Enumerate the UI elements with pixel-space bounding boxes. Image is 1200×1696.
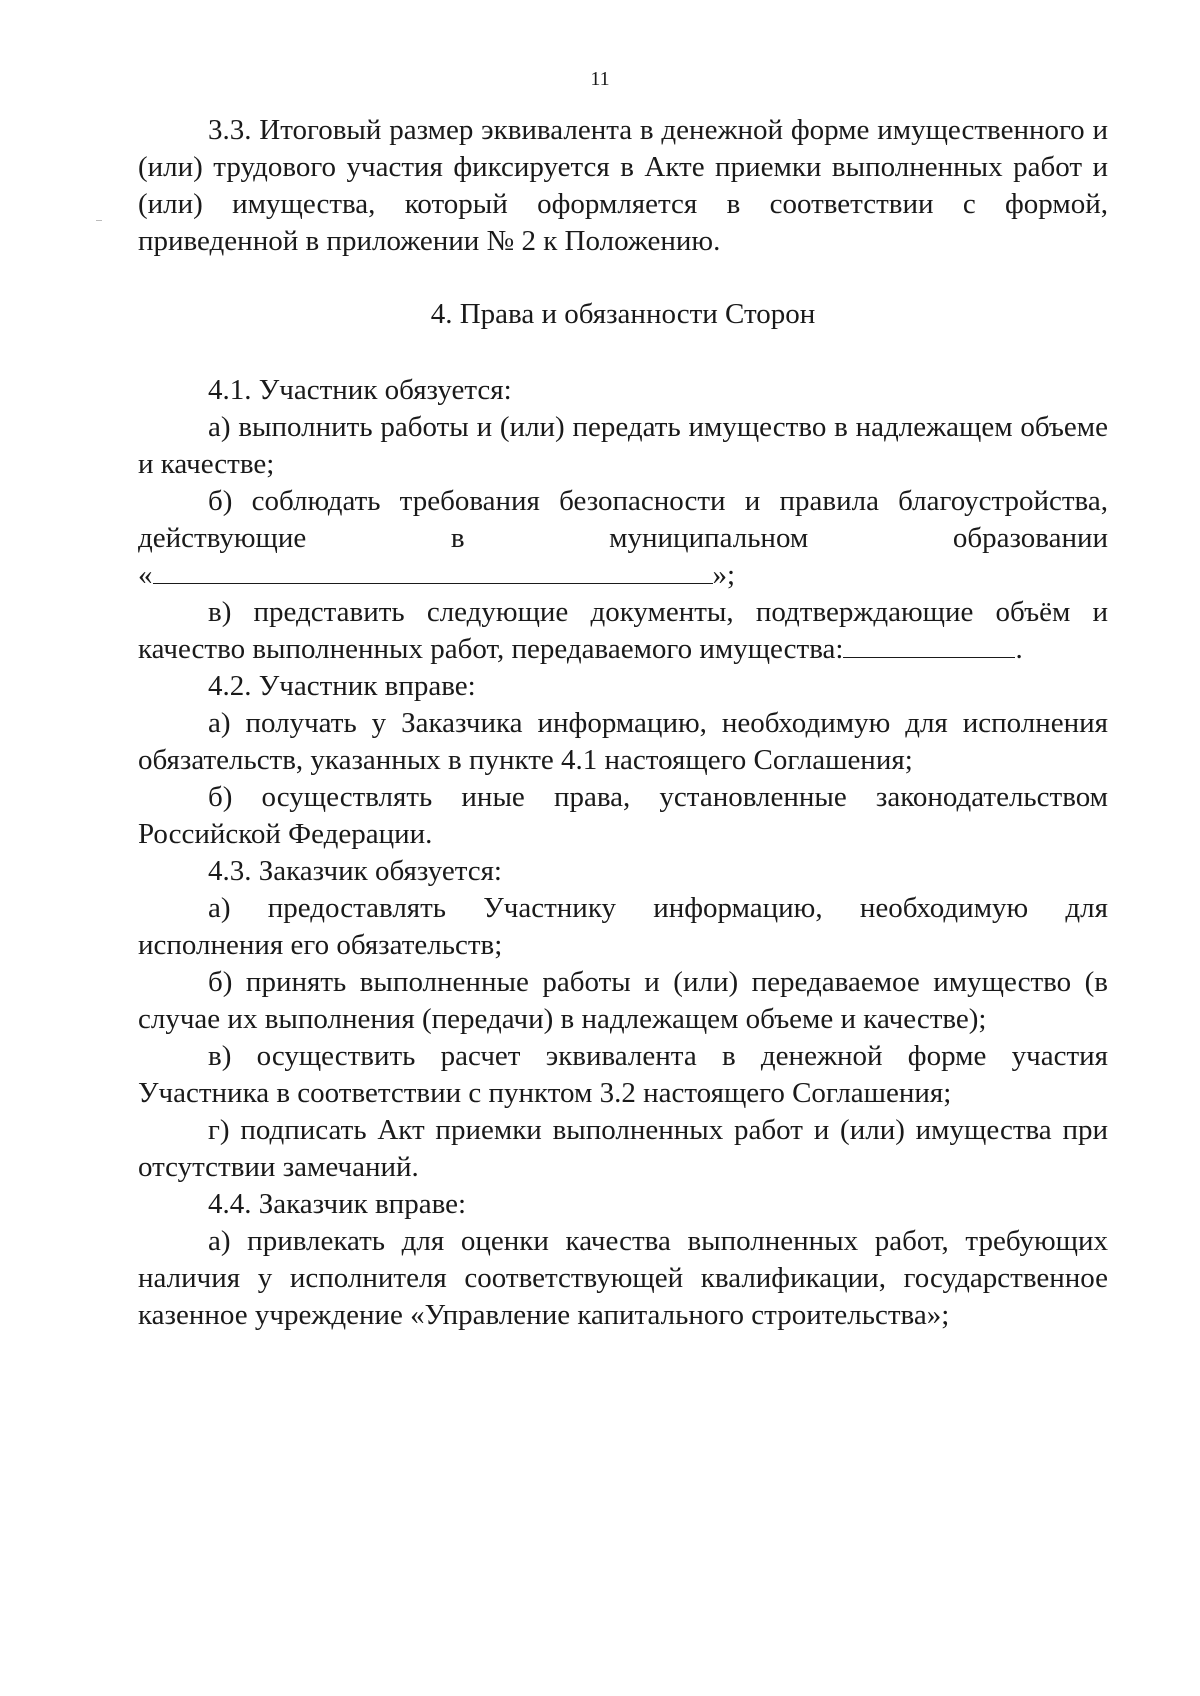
clause-4-3-a: а) предоставлять Участнику информацию, необходимую для исполнения его обязательств; [138,892,1108,961]
clause-4-3-b: б) принять выполненные работы и (или) передаваемое имущество (в случае их выполнения (передачи) в надлежащем объеме и качестве); [138,966,1108,1035]
clause-4-1-v-end: . [1015,633,1023,665]
section-4-heading-block [138,296,1108,333]
clause-4-3-g: г) подписать Акт приемки выполненных работ и (или) имущества при отсутствии замечаний. [138,1114,1108,1183]
clause-4-1-v-text: в) представить следующие документы, подтверждающие объём и качество выполненных работ, передаваемого имущества: [138,596,1108,665]
open-quote: « [138,559,153,591]
clause-4-1-b-text: б) соблюдать требования безопасности и правила благоустройства, действующие в муниципальном образовании [138,485,1108,554]
section-4-body [138,372,1108,1334]
clause-4-1-b [138,483,1108,557]
section-4-title: 4. Права и обязанности Сторон [430,298,816,330]
clause-4-3-v: в) осуществить расчет эквивалента в денежной форме участия Участника в соответствии с пунктом 3.2 настоящего Соглашения; [138,1040,1108,1109]
clause-4-1-a: а) выполнить работы и (или) передать имущество в надлежащем объеме и качестве; [138,411,1108,480]
clause-4-1: 4.1. Участник обязуется: [208,374,512,406]
municipality-blank-field [153,557,713,584]
close-quote: »; [712,559,736,591]
clause-4-4: 4.4. Заказчик вправе: [208,1188,467,1220]
clause-4-4-a: а) привлекать для оценки качества выполненных работ, требующих наличия у исполнителя соответствующей квалификации, государственное казенное учреждение «Управление капитального строительства»; [138,1225,1108,1331]
documents-blank-field [843,631,1015,658]
clause-4-3: 4.3. Заказчик обязуется: [208,855,502,887]
clause-3-3: 3.3. Итоговый размер эквивалента в денежной форме имущественного и (или) трудового участия фиксируется в Акте приемки выполненных работ и (или) имущества, который оформляется в соответствии с формой, приведенной в приложении № 2 к Положению. [138,114,1108,257]
clause-4-2: 4.2. Участник вправе: [208,670,476,702]
clause-4-2-b: б) осуществлять иные права, установленные законодательством Российской Федерации. [138,781,1108,850]
clause-3-3-block [138,112,1108,260]
clause-4-1-v [138,594,1108,668]
margin-mark [96,220,102,221]
page-number: 11 [590,68,610,90]
clause-4-2-a: а) получать у Заказчика информацию, необходимую для исполнения обязательств, указанных в пункте 4.1 настоящего Соглашения; [138,707,1108,776]
clause-4-1-b-municipality-line [138,557,1108,594]
